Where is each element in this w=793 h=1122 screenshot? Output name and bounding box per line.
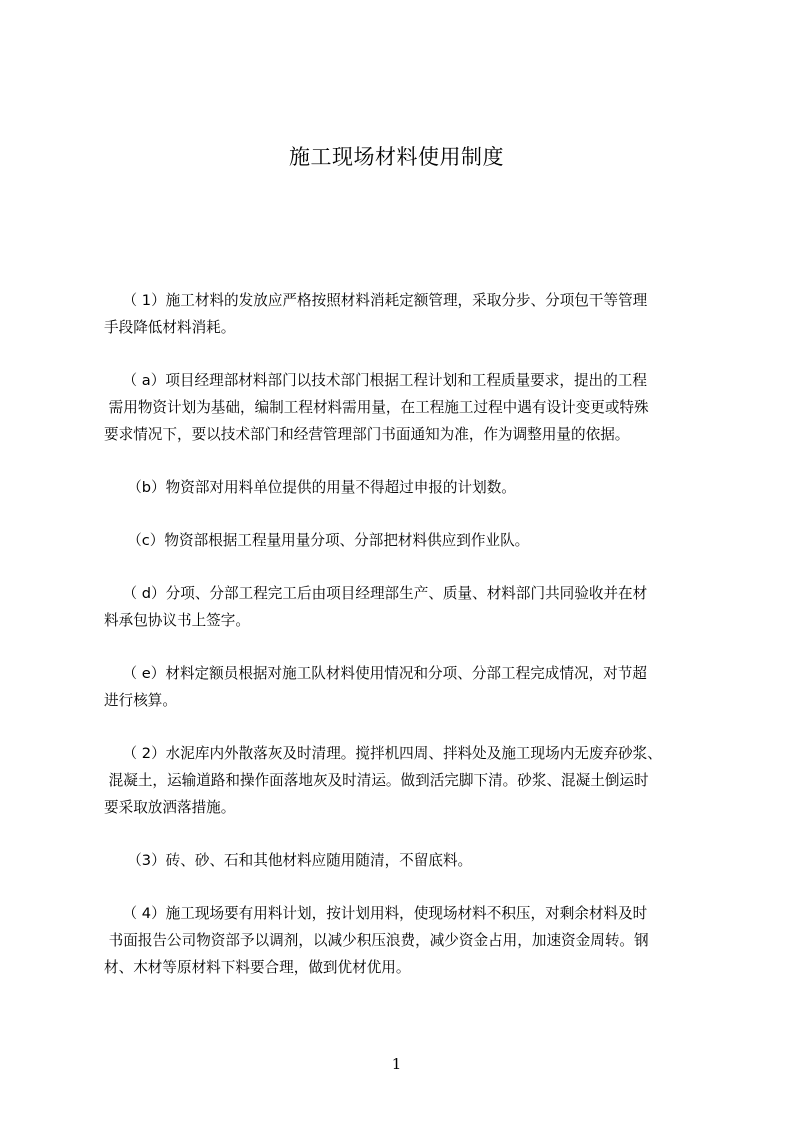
paragraph-b <box>104 474 714 501</box>
paragraph-line: （b）物资部对用料单位提供的用量不得超过申报的计划数。 <box>104 479 516 496</box>
paragraph-line: （3）砖、砂、石和其他材料应随用随清，不留底料。 <box>104 852 473 869</box>
paragraph-4 <box>104 900 714 981</box>
paragraph-line: 手段降低材料消耗。 <box>104 319 236 336</box>
paragraph-line: 书面报告公司物资部予以调剂，以减少积压浪费，减少资金占用，加速资金周转。钢 <box>104 932 649 949</box>
document-title: 施工现场材料使用制度 <box>289 145 504 169</box>
paragraph-a <box>104 367 714 448</box>
paragraph-line: 料承包协议书上签字。 <box>104 612 250 629</box>
paragraph-line: 需用物资计划为基础，编制工程材料需用量，在工程施工过程中遇有设计变更或特殊 <box>104 399 649 416</box>
paragraph-line: 进行核算。 <box>104 692 177 709</box>
paragraph-line: 混凝土，运输道路和操作面落地灰及时清运。做到活完脚下清。砂浆、混凝土倒运时 <box>104 772 649 789</box>
paragraph-2 <box>104 740 714 821</box>
paragraph-line: 材、木材等原材料下料要合理，做到优材优用。 <box>104 959 411 976</box>
paragraph-line: 要采取放洒落措施。 <box>104 799 236 816</box>
paragraph-e <box>104 660 714 714</box>
page-number: 1 <box>391 1055 402 1073</box>
paragraph-line: （c）物资部根据工程量用量分项、分部把材料供应到作业队。 <box>104 532 530 549</box>
paragraph-1 <box>104 287 714 341</box>
paragraph-line: 要求情况下，要以技术部门和经营管理部门书面通知为准，作为调整用量的依据。 <box>104 426 630 443</box>
paragraph-line: （ 2）水泥库内外散落灰及时清理。搅拌机四周、拌料处及施工现场内无废弃砂浆、 <box>104 745 662 762</box>
paragraph-line: （ e）材料定额员根据对施工队材料使用情况和分项、分部工程完成情况，对节超 <box>104 665 647 682</box>
paragraph-line: （ 4）施工现场要有用料计划，按计划用料，使现场材料不积压，对剩余材料及时 <box>104 905 648 922</box>
paragraph-d <box>104 580 714 634</box>
paragraph-c <box>104 527 714 554</box>
paragraph-line: （ 1）施工材料的发放应严格按照材料消耗定额管理，采取分步、分项包干等管理 <box>104 292 648 309</box>
paragraph-line: （ d）分项、分部工程完工后由项目经理部生产、质量、材料部门共同验收并在材 <box>104 585 648 602</box>
paragraph-line: （ a）项目经理部材料部门以技术部门根据工程计划和工程质量要求，提出的工程 <box>104 372 647 389</box>
paragraph-3 <box>104 847 714 874</box>
